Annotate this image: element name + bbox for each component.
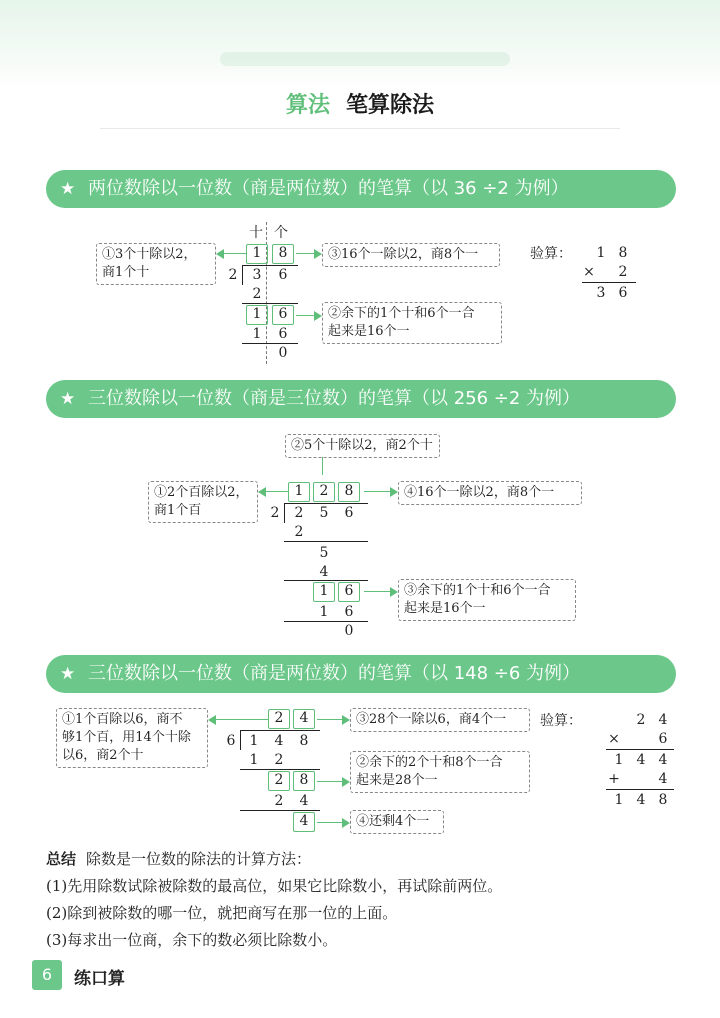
check-digit: 4 <box>636 752 646 768</box>
arrow-icon <box>216 719 268 720</box>
check-digit: 4 <box>658 752 668 768</box>
banner-text: 三位数除以一位数（商是两位数）的笔算（以 148 ÷6 为例） <box>88 663 581 684</box>
check-label: 验算： <box>530 246 572 262</box>
check-label: 验算： <box>540 713 582 729</box>
check-digit: 1 <box>614 792 624 808</box>
arrow-icon <box>317 822 342 823</box>
arrow-icon <box>342 715 350 725</box>
dividend-digit: 6 <box>278 267 288 283</box>
arrow-icon <box>364 491 390 492</box>
header-divider <box>100 128 620 129</box>
arrow-icon <box>390 587 398 597</box>
check-digit: 2 <box>636 712 646 728</box>
quotient-digit: 4 <box>293 709 315 729</box>
note-step-3: ③16个一除以2，商8个一 <box>322 243 500 267</box>
title-category: 算法 <box>285 93 330 118</box>
subtraction-line <box>240 810 320 811</box>
note-step-1: ①1个百除以6，商不 够1个百，用14个十除 以6，商2个十 <box>56 708 208 768</box>
arrow-icon <box>314 311 322 321</box>
summary-block <box>46 846 502 954</box>
quotient-digit: 8 <box>272 244 294 264</box>
quotient-digit: 1 <box>288 482 310 502</box>
quotient-digit: 8 <box>338 482 360 502</box>
arrow-icon <box>258 487 266 497</box>
dividend-digit: 4 <box>274 733 284 749</box>
step-digit: 5 <box>319 545 329 561</box>
place-label-tens: 十 <box>249 225 263 241</box>
step-digit: 1 <box>313 582 335 602</box>
step-digit: 1 <box>252 326 262 342</box>
arrow-icon <box>342 777 350 787</box>
star-icon: ★ <box>60 179 76 199</box>
subtraction-line <box>284 580 368 581</box>
note-step-3: ③余下的1个十和6个一合 起来是16个一 <box>398 579 576 621</box>
summary-intro-line <box>46 846 502 873</box>
check-digit: 1 <box>596 245 606 261</box>
section-banner-2 <box>46 380 676 418</box>
subtraction-line <box>242 303 298 304</box>
footer-label: 练口算 <box>74 969 125 989</box>
dividend-digit: 1 <box>249 733 259 749</box>
note-step-1: ①3个十除以2， 商1个十 <box>96 243 216 285</box>
arrow-icon <box>216 249 224 259</box>
check-digit: 4 <box>636 792 646 808</box>
note-step-4: ④还剩4个一 <box>350 810 444 834</box>
faded-header-text <box>220 52 510 66</box>
check-digit: 6 <box>618 285 628 301</box>
step-digit: 6 <box>278 326 288 342</box>
dividend-digit: 3 <box>252 267 262 283</box>
arrow-icon <box>390 487 398 497</box>
step-digit: 2 <box>274 793 284 809</box>
note-step-3: ③28个一除以6，商4个一 <box>350 708 530 732</box>
step-digit: 1 <box>319 604 329 620</box>
arrow-icon <box>364 591 390 592</box>
step-digit: 1 <box>246 305 268 325</box>
title-topic: 笔算除法 <box>346 93 435 118</box>
star-icon: ★ <box>60 389 76 409</box>
multiply-sign: × <box>583 264 595 280</box>
divisor: 6 <box>226 733 236 749</box>
check-digit: 2 <box>618 264 628 280</box>
remainder: 4 <box>293 812 315 832</box>
divisor: 2 <box>228 267 238 283</box>
section-banner-3 <box>46 655 676 693</box>
check-digit: 4 <box>658 771 668 787</box>
arrow-icon <box>322 457 323 475</box>
subtraction-line <box>284 541 368 542</box>
step-digit: 2 <box>268 771 290 791</box>
step-digit: 6 <box>344 604 354 620</box>
summary-heading: 总结 <box>46 850 77 868</box>
section-banner-1 <box>46 170 676 208</box>
arrow-icon <box>296 315 314 316</box>
dividend-digit: 8 <box>299 733 309 749</box>
summary-rule: (3)每求出一位商，余下的数必须比除数小。 <box>46 931 338 949</box>
check-digit: 8 <box>658 792 668 808</box>
divisor: 2 <box>270 505 280 521</box>
arrow-icon <box>317 781 342 782</box>
star-icon: ★ <box>60 664 76 684</box>
summary-rule: (2)除到被除数的哪一位，就把商写在那一位的上面。 <box>46 904 398 922</box>
step-digit: 6 <box>338 582 360 602</box>
step-digit: 8 <box>293 771 315 791</box>
summary-rule: (1)先用除数试除被除数的最高位，如果它比除数小，再试除前两位。 <box>46 877 503 895</box>
place-label-ones: 个 <box>274 225 288 241</box>
check-digit: 1 <box>614 752 624 768</box>
arrow-icon <box>342 818 350 828</box>
remainder: 0 <box>278 345 288 361</box>
step-digit: 4 <box>299 793 309 809</box>
note-step-1: ①2个百除以2， 商1个百 <box>148 481 258 523</box>
remainder: 0 <box>344 623 354 639</box>
check-digit: 4 <box>658 712 668 728</box>
step-digit: 4 <box>319 564 329 580</box>
note-step-4: ④16个一除以2，商8个一 <box>398 481 582 505</box>
arrow-icon <box>266 491 288 492</box>
plus-sign: + <box>608 771 620 787</box>
check-digit: 6 <box>658 731 668 747</box>
dividend-digit: 2 <box>294 505 304 521</box>
banner-text: 三位数除以一位数（商是三位数）的笔算（以 256 ÷2 为例） <box>88 388 581 409</box>
arrow-icon <box>224 253 246 254</box>
step-digit: 1 <box>249 752 259 768</box>
note-step-2: ②余下的1个十和6个一合 起来是16个一 <box>322 302 502 344</box>
arrow-icon <box>314 249 322 259</box>
check-digit: 3 <box>596 285 606 301</box>
step-digit: 2 <box>274 752 284 768</box>
note-step-2: ②余下的2个十和8个一合 起来是28个一 <box>350 751 530 793</box>
step-digit: 2 <box>294 524 304 540</box>
subtraction-line <box>240 769 320 770</box>
arrow-icon <box>296 253 314 254</box>
note-step-2: ②5个十除以2，商2个十 <box>285 434 440 458</box>
quotient-digit: 2 <box>313 482 335 502</box>
summary-intro: 除数是一位数的除法的计算方法： <box>86 850 312 868</box>
arrow-icon <box>208 715 216 725</box>
dividend-digit: 6 <box>344 505 354 521</box>
quotient-digit: 1 <box>246 244 268 264</box>
quotient-digit: 2 <box>268 709 290 729</box>
step-digit: 2 <box>252 286 262 302</box>
check-digit: 8 <box>618 245 628 261</box>
arrow-icon <box>317 719 342 720</box>
step-digit: 6 <box>272 305 294 325</box>
banner-text: 两位数除以一位数（商是两位数）的笔算（以 36 ÷2 为例） <box>88 178 569 199</box>
header-band <box>0 0 720 88</box>
dividend-digit: 5 <box>319 505 329 521</box>
multiply-sign: × <box>608 731 620 747</box>
page-title <box>0 88 720 119</box>
page-number: 6 <box>32 960 62 990</box>
